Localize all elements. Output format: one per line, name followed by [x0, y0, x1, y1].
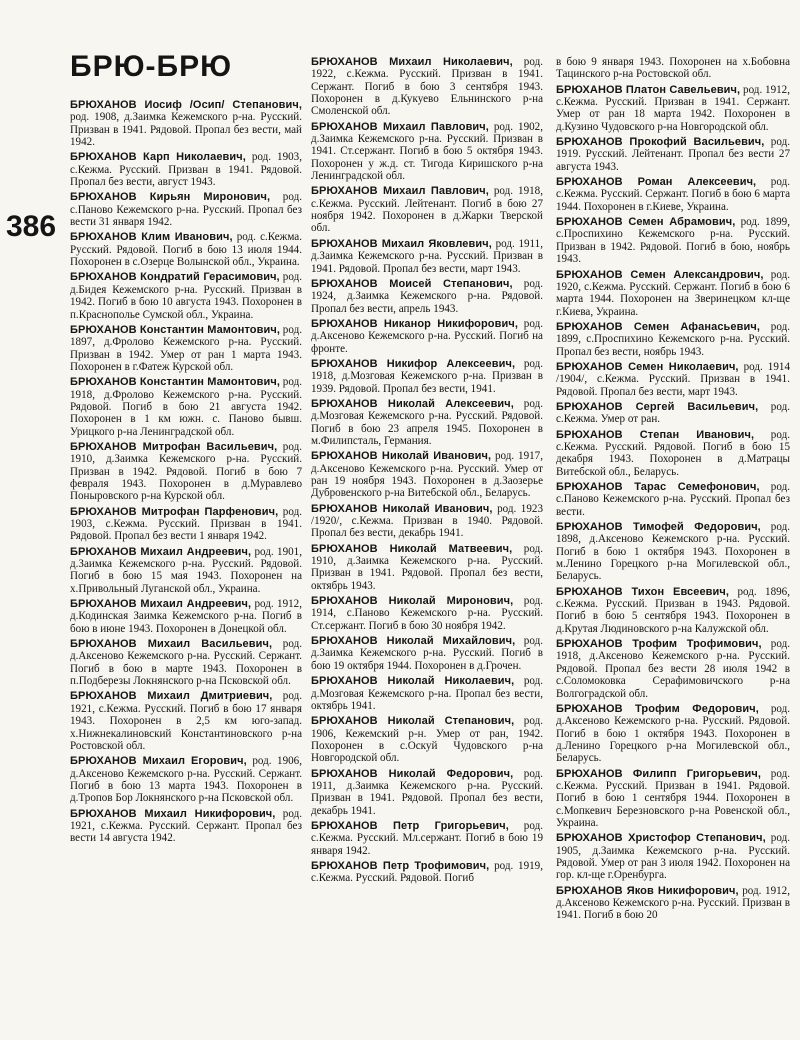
entry-name: БРЮХАНОВ Михаил Дмитриевич, [70, 690, 273, 703]
record-entry [556, 269, 790, 318]
entry-details: род. д.Мозговая Кежемского р-на. Русский. Рядовой. Погиб в бою 23 апреля 1945. Похоронен в м.Филипсталь, Германия. [311, 397, 543, 447]
entry-name: БРЮХАНОВ Митрофан Васильевич, [70, 440, 278, 453]
entry-details: род. 1921, с.Кежма. Русский. Сержант. Пропал без вести 14 августа 1942. [70, 807, 302, 845]
entry-details: род. 1914 /1904/, с.Кежма. Русский. Призван в 1941. Рядовой. Пропал без вести, март 1943. [556, 360, 790, 398]
record-entry [556, 216, 790, 265]
record-entry [556, 638, 790, 700]
entry-details: род. 1918, д.Аксеново Кежемского р-на. Русский. Рядовой. Пропал без вести 28 июля 1942 в с.Соломоковка Серафимовичского р-на Волгоградской обл. [556, 638, 790, 700]
record-entry [70, 441, 302, 503]
entry-details: род. 1918, д.Фролово Кежемского р-на. Русский. Рядовой. Погиб в бою 21 августа 1942. Похоронен в 1 км южн. с. Паново бывш. Урицкого р-на Ленинградской обл. [70, 376, 302, 438]
entry-details: в бою 9 января 1943. Похоронен на х.Бобовна Тацинского р-на Ростовской обл. [556, 56, 790, 81]
entry-details: род. 1903, с.Кежма. Русский. Призван в 1941. Рядовой. Пропал без вести, август 1943. [70, 151, 302, 189]
entry-name: БРЮХАНОВ Михаил Васильевич, [70, 638, 273, 651]
entry-name: БРЮХАНОВ Михаил Никифорович, [70, 807, 276, 820]
record-entry [70, 506, 302, 543]
entry-details: род. 1912, с.Кежма. Русский. Призван в 1941. Сержант. Умер от ран 18 марта 1942. Похоронен в д.Кузино Чудовского р-на Новгородской обл. [556, 83, 791, 133]
entry-name: БРЮХАНОВ Кирьян Миронович, [70, 191, 271, 204]
entry-name: БРЮХАНОВ Тарас Семефонович, [556, 481, 760, 493]
entry-name: БРЮХАНОВ Николай Матвеевич, [311, 542, 513, 555]
record-entry [556, 176, 790, 213]
entry-name: БРЮХАНОВ Петр Григорьевич, [311, 819, 509, 832]
entry-details: род. 1906, Кежемский р-н. Умер от ран, 1942. Похоронен в с.Оскуй Чудовского р-на Новгородской обл. [311, 715, 543, 765]
entry-details: род. 1924, д.Заимка Кежемского р-на. Рядовой. Пропал без вести, апрель 1943. [311, 277, 544, 315]
entry-name: БРЮХАНОВ Михаил Николаевич, [311, 56, 513, 68]
record-entry [556, 429, 790, 478]
page-header: БРЮ-БРЮ [70, 50, 233, 83]
record-entry [311, 278, 543, 315]
column-3 [556, 56, 790, 925]
entry-name: БРЮХАНОВ Никифор Алексеевич, [311, 357, 516, 370]
record-entry [556, 768, 790, 830]
record-entry [556, 586, 790, 635]
entry-details: род. 1912, д.Кодинская Заимка Кежемского р-на. Погиб в бою в июне 1943. Похоронен в Донецкой обл. [70, 598, 302, 635]
entry-name: БРЮХАНОВ Семен Николаевич, [556, 360, 739, 373]
record-entry [70, 808, 302, 845]
record-entry [311, 450, 543, 499]
record-entry [70, 638, 302, 687]
entry-details: род. 1897, д.Фролово Кежемского р-на. Русский. Призван в 1942. Умер от ран 1 марта 1943. Похоронен в г.Фатеж Курской обл. [70, 323, 302, 373]
entry-name: БРЮХАНОВ Семен Абрамович, [556, 216, 736, 229]
entry-name: БРЮХАНОВ Степан Иванович, [556, 428, 755, 441]
record-entry [556, 521, 790, 583]
entry-details: род. 1899, с.Проспихино Кежемского р-на. Русский. Призван в 1942. Рядовой. Погиб в бою, ноябрь 1943. [556, 216, 790, 266]
column-2 [311, 56, 543, 888]
record-entry [556, 84, 790, 133]
record-entry [311, 635, 543, 672]
record-entry [311, 318, 543, 355]
entry-details: род. 1911, д.Заимка Кежемского р-на. Русский. Призван в 1941. Рядовой. Пропал без вести, март 1943. [311, 237, 543, 275]
entry-name: БРЮХАНОВ Николай Миронович, [311, 595, 514, 608]
entry-details: род. 1923 /1920/, с.Кежма. Призван в 1940. Рядовой. Пропал без вести, декабрь 1941. [311, 502, 543, 540]
entry-details: род. 1910, д.Заимка Кежемского р-на. Русский. Призван в 1941. Рядовой. Пропал без вести, октябрь 1943. [311, 542, 543, 592]
entry-details: род. 1908, д.Заимка Кежемского р-на. Русский. Призван в 1941. Рядовой. Пропал без вести, май 1942. [70, 111, 302, 149]
entry-details: род. 1910, д.Заимка Кежемского р-на. Русский. Призван в 1942. Рядовой. Погиб в бою 7 февраля 1943. Похоронен в д.Муравлево Поныровского р-на Курской обл. [70, 440, 302, 503]
entry-details: род. с.Кежма. Русский. Мл.сержант. Погиб в бою 19 января 1942. [311, 819, 543, 857]
entry-details: род. с.Кежма. Русский. Призван в 1941. Рядовой. Погиб в бою 1 сентября 1944. Похоронен в с.Мопкевич Березновского р-на Ровенской обл., Украина. [556, 767, 791, 829]
entry-name: БРЮХАНОВ Клим Иванович, [70, 231, 233, 244]
entry-details: род. с.Паново Кежемского р-на. Русский. Пропал без вести 31 января 1942. [70, 191, 302, 229]
record-entry [311, 398, 543, 447]
entry-name: БРЮХАНОВ Моисей Степанович, [311, 277, 513, 290]
entry-name: БРЮХАНОВ Никанор Никифорович, [311, 317, 518, 330]
record-entry [70, 231, 302, 268]
entry-name: БРЮХАНОВ Иосиф /Осип/ Степанович, [70, 99, 302, 111]
entry-name: БРЮХАНОВ Михаил Павлович, [311, 120, 489, 133]
entry-details: род. 1912, д.Аксеново Кежемского р-на. Русский. Призван в 1941. Погиб в бою 20 [556, 884, 791, 922]
entry-name: БРЮХАНОВ Константин Мамонтович, [70, 323, 280, 336]
record-entry [311, 543, 543, 592]
entry-details: род. 1914, с.Паново Кежемского р-на. Русский. Ст.сержант. Погиб в бою 30 ноября 1942. [311, 595, 543, 632]
entry-details: род. д.Аксеново Кежемского р-на. Русский. Погиб на фронте. [311, 317, 543, 355]
entry-name: БРЮХАНОВ Христофор Степанович, [556, 832, 766, 845]
record-entry [556, 361, 790, 398]
record-entry [311, 675, 543, 712]
entry-details: род. д.Аксеново Кежемского р-на. Русский. Сержант. Погиб в бою в марте 1943. Похоронен в п.Подберезы Локнянского р-на Псковской обл. [70, 638, 302, 688]
entry-name: БРЮХАНОВ Петр Трофимович, [311, 859, 490, 872]
entry-name: БРЮХАНОВ Николай Иванович, [311, 450, 492, 463]
entry-details: род. 1898, д.Аксеново Кежемского р-на. Русский. Погиб в бою 1 октября 1943. Похоронен в м.Ленино Горецкого р-на Могилевской обл., Беларусь. [556, 521, 791, 583]
entry-name: БРЮХАНОВ Филипп Григорьевич, [556, 767, 762, 780]
entry-name: БРЮХАНОВ Михаил Яковлевич, [311, 237, 492, 250]
record-entry [311, 185, 543, 234]
record-entry [556, 885, 790, 922]
entry-name: БРЮХАНОВ Роман Алексеевич, [556, 176, 757, 189]
record-entry [70, 191, 302, 228]
entry-details: род. 1919. Русский. Лейтенант. Пропал без вести 27 августа 1943. [556, 136, 790, 173]
record-entry [311, 358, 543, 395]
record-entry [70, 151, 302, 188]
entry-name: БРЮХАНОВ Яков Никифорович, [556, 884, 739, 897]
entry-details: род. 1918, д.Мозговая Кежемского р-на. Призван в 1939. Рядовой. Пропал без вести, 1941. [311, 357, 544, 395]
entry-details: род. с.Кежма. Русский. Сержант. Погиб в бою 6 марта 1944. Похоронен в г.Киеве, Украина. [556, 176, 790, 213]
entry-name: БРЮХАНОВ Николай Федорович, [311, 767, 514, 780]
entry-name: БРЮХАНОВ Тимофей Федорович, [556, 521, 761, 534]
record-entry [311, 121, 543, 183]
entry-name: БРЮХАНОВ Николай Михайлович, [311, 635, 516, 648]
entry-details: род. 1901, д.Заимка Кежемского р-на. Русский. Рядовой. Погиб в бою 15 мая 1943. Похоронен на х.Привольный Луганской обл., Украина. [70, 545, 302, 595]
record-entry [556, 136, 790, 173]
entry-details: род. с.Кежма. Русский. Рядовой. Погиб в бою 15 декабря 1943. Похоронен в д.Матрацы Витебской обл., Беларусь. [556, 428, 790, 478]
entry-name: БРЮХАНОВ Тихон Евсеевич, [556, 585, 730, 598]
entry-name: БРЮХАНОВ Николай Николаевич, [311, 675, 515, 688]
entry-name: БРЮХАНОВ Прокофий Васильевич, [556, 136, 765, 149]
entry-name: БРЮХАНОВ Константин Мамонтович, [70, 376, 280, 389]
entry-name: БРЮХАНОВ Платон Савельевич, [556, 83, 741, 96]
record-entry [556, 321, 790, 358]
entry-details: род. д.Мозговая Кежемского р-на. Пропал без вести, октябрь 1941. [311, 675, 544, 712]
entry-details: род. д.Заимка Кежемского р-на. Русский. Погиб в бою 19 октября 1944. Похоронен в д.Грочен. [311, 635, 543, 672]
entry-name: БРЮХАНОВ Михаил Андреевич, [70, 545, 252, 558]
entry-name: БРЮХАНОВ Михаил Андреевич, [70, 598, 252, 611]
record-entry [70, 546, 302, 595]
entry-details: род. 1919, с.Кежма. Русский. Рядовой. Погиб [311, 859, 543, 885]
entry-details: род. 1921, с.Кежма. Русский. Погиб в бою 17 января 1943. Похоронен в 2,5 км юго-запад. х.Нижнекалиновский Константиновского р-на Ростовской обл. [70, 690, 302, 752]
entry-details: род. д.Аксеново Кежемского р-на. Русский. Рядовой. Погиб в бою 1 октября 1943. Похоронен в д.Ленино Горецкого р-на Могилевской обл., Беларусь. [556, 702, 791, 765]
entry-details: род. 1899, с.Проспихино Кежемского р-на. Русский. Пропал без вести, ноябрь 1943. [556, 320, 790, 358]
entry-details: род. 1896, с.Кежма. Русский. Призван в 1943. Рядовой. Погиб в бою 5 сентября 1943. Похоронен в д.Крутая Людиновского р-на Калужской обл. [556, 585, 790, 635]
record-entry [556, 703, 790, 765]
column-1 [70, 99, 302, 848]
record-entry [311, 595, 543, 632]
record-entry [70, 755, 302, 804]
entry-details: род. 1906, д.Аксеново Кежемского р-на. Русский. Сержант. Погиб в бою 13 марта 1943. Похоронен в д.Тропов Бор Локнянского р-на Псковской обл. [70, 755, 302, 805]
entry-details: род. с.Паново Кежемского р-на. Русский. Пропал без вести. [556, 481, 790, 518]
entry-name: БРЮХАНОВ Михаил Павлович, [311, 185, 489, 198]
entry-name: БРЮХАНОВ Михаил Егорович, [70, 755, 247, 768]
record-entry [311, 768, 543, 817]
entry-details: род. с.Кежма. Русский. Рядовой. Погиб в бою 13 июля 1944. Похоронен в с.Озерце Волынской обл., Украина. [70, 231, 302, 269]
entry-name: БРЮХАНОВ Семен Александрович, [556, 268, 764, 281]
entry-name: БРЮХАНОВ Кондратий Герасимович, [70, 271, 280, 284]
entry-details: род. 1922, с.Кежма. Русский. Призван в 1941. Сержант. Погиб в бою 3 сентября 1943. Похоронен в д.Кукуево Ельнинского р-на Смоленской обл. [311, 56, 543, 118]
entry-name: БРЮХАНОВ Митрофан Парфенович, [70, 505, 279, 518]
record-entry [556, 56, 790, 81]
entry-name: БРЮХАНОВ Семен Афанасьевич, [556, 320, 760, 333]
record-entry [556, 832, 790, 881]
record-entry [70, 99, 302, 148]
entry-details: род. 1920, с.Кежма. Русский. Сержант. Погиб в бою 6 марта 1944. Похоронен на Зверинецком кл-ще г.Киева, Украина. [556, 268, 790, 318]
entry-name: БРЮХАНОВ Трофим Трофимович, [556, 638, 762, 651]
entry-details: род. 1911, д.Заимка Кежемского р-на. Русский. Призван в 1941. Рядовой. Пропал без вести, декабрь 1941. [311, 767, 543, 817]
entry-name: БРЮХАНОВ Николай Иванович, [311, 502, 493, 515]
entry-name: БРЮХАНОВ Николай Степанович, [311, 715, 515, 728]
entry-name: БРЮХАНОВ Николай Алексеевич, [311, 397, 514, 410]
record-entry [556, 481, 790, 518]
entry-name: БРЮХАНОВ Карп Николаевич, [70, 151, 246, 164]
record-entry [70, 598, 302, 635]
record-entry [311, 715, 543, 764]
entry-details: род. 1918, с.Кежма. Русский. Лейтенант. Погиб в бою 27 ноября 1942. Похоронен в д.Жарки Тверской обл. [311, 185, 543, 235]
entry-name: БРЮХАНОВ Трофим Федорович, [556, 702, 759, 715]
entry-name: БРЮХАНОВ Сергей Васильевич, [556, 400, 759, 413]
record-entry [311, 56, 543, 118]
entry-details: род. с.Кежма. Умер от ран. [556, 400, 790, 426]
record-entry [311, 820, 543, 857]
entry-details: род. 1902, д.Заимка Кежемского р-на. Русский. Призван в 1941. Ст.сержант. Погиб в бою 5 октября 1943. Похоронен у ж.д. ст. Тигода Киришского р-на Ленинградской обл. [311, 120, 543, 183]
page-number: 386 [6, 210, 57, 243]
record-entry [311, 238, 543, 275]
entry-details: род. 1903, с.Кежма. Русский. Призван в 1941. Рядовой. Пропал без вести 1 января 1942. [70, 505, 303, 543]
entry-details: род. д.Бидея Кежемского р-на. Русский. Призван в 1942. Погиб в бою 10 августа 1943. Похоронен в п.Краснополье Сумской обл., Украина. [70, 271, 302, 321]
record-entry [70, 271, 302, 320]
record-entry [70, 324, 302, 373]
record-entry [70, 690, 302, 752]
entry-details: род. 1905, д.Заимка Кежемского р-на. Русский. Рядовой. Умер от ран 3 июля 1942. Похоронен на гор. кл-ще г.Оренбурга. [556, 832, 790, 882]
record-entry [311, 503, 543, 540]
record-entry [311, 860, 543, 885]
record-entry [556, 401, 790, 426]
record-entry [70, 376, 302, 438]
entry-details: род. 1917, д.Аксеново Кежемского р-на. Русский. Умер от ран 19 ноября 1943. Похоронен в д.Заозерье Дубровенского р-на Витебской обл., Беларусь. [311, 450, 543, 500]
